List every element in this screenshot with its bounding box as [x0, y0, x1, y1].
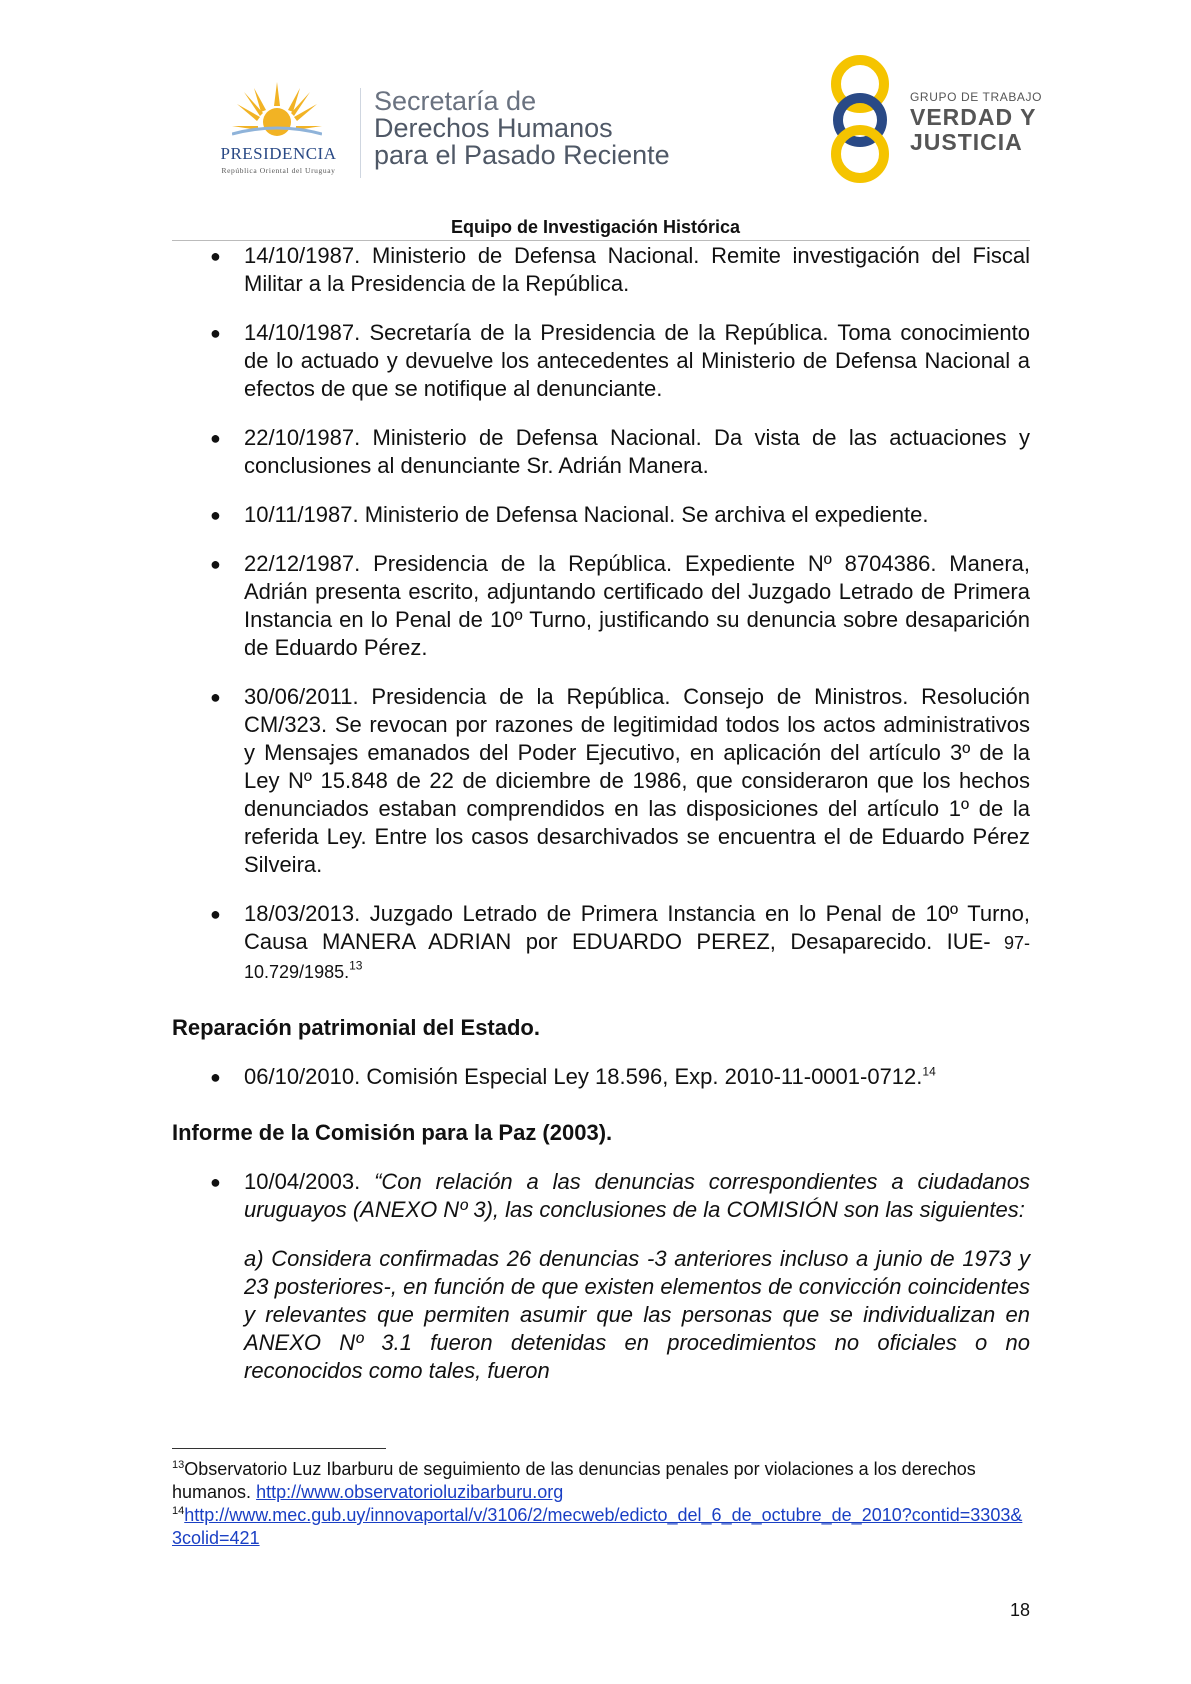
secretaria-line-2: Derechos Humanos: [374, 113, 613, 143]
header-rule: [172, 240, 1030, 241]
presidencia-subtitle: República Oriental del Uruguay: [221, 166, 336, 175]
presidencia-label: PRESIDENCIA: [220, 144, 337, 163]
footnote-link[interactable]: http://www.mec.gub.uy/innovaportal/v/3106/2/mecweb/edicto_del_6_de_octubre_de_2010?contid=3303&3colid=421: [172, 1505, 1023, 1548]
rings-icon: [820, 54, 900, 184]
footnote-link[interactable]: http://www.observatorioluzibarburu.org: [256, 1482, 564, 1502]
secretaria-title: [374, 88, 670, 169]
footnote-13: [172, 1458, 1032, 1504]
page-header: [0, 0, 1191, 240]
list-item: [172, 550, 1030, 662]
presidencia-logo: [196, 82, 361, 182]
bullet-icon: ●: [210, 323, 221, 343]
list-item-text: [244, 1168, 1030, 1224]
footnote-number: 14: [172, 1505, 185, 1517]
list-item: [172, 242, 1030, 298]
footnote-ref-14[interactable]: 14: [922, 1064, 936, 1079]
list-item-text: 14/10/1987. Ministerio de Defensa Nacional. Remite investigación del Fiscal Militar a la Presidencia de la República.: [244, 243, 1030, 296]
list-item-text: [244, 1063, 1030, 1091]
quote-paragraph: a) Considera confirmadas 26 denuncias -3 anteriores incluso a junio de 1973 y 23 posteriores-, en función de que existen elementos de convicción coincidentes y relevantes que permiten asumir que las personas que se individualizan en ANEXO Nº 3.1 fueron detenidas en procedimientos no oficiales o no reconocidos como tales, fueron: [244, 1246, 1030, 1383]
footnote-text: Observatorio Luz Ibarburu de seguimiento de las denuncias penales por violaciones a los derechos humanos.: [172, 1459, 976, 1502]
secretaria-line-1: Secretaría de: [374, 86, 537, 116]
bullet-icon: ●: [210, 1172, 221, 1192]
bullet-icon: ●: [210, 246, 221, 266]
team-title: Equipo de Investigación Histórica: [450, 217, 741, 237]
case-number: 97-10.729/1985.: [244, 933, 1030, 982]
grupo-small-label: GRUPO DE TRABAJO: [910, 90, 1043, 104]
footnote-14: [172, 1504, 1032, 1550]
footnote-rule: [172, 1448, 386, 1449]
list-item: [172, 319, 1030, 403]
bullet-icon: ●: [210, 687, 221, 707]
bullet-icon: ●: [210, 428, 221, 448]
section-heading-comision: Informe de la Comisión para la Paz (2003).: [172, 1120, 613, 1145]
list-item: [172, 1063, 1030, 1091]
footnotes: [172, 1458, 1032, 1550]
verdad-justicia-logo: [820, 54, 1060, 184]
list-item-text: 10/11/1987. Ministerio de Defensa Nacional. Se archiva el expediente.: [244, 502, 929, 527]
quote-text: “Con relación a las denuncias correspondientes a ciudadanos uruguayos (ANEXO Nº 3), las conclusiones de la COMISIÓN son las siguientes:: [244, 1169, 1030, 1222]
document-body: [172, 242, 1030, 1385]
list-item-text: 14/10/1987. Secretaría de la Presidencia de la República. Toma conocimiento de lo actuado y devuelve los antecedentes al Ministerio de Defensa Nacional a efectos de que se notifique al denunciante.: [244, 320, 1030, 401]
logo-divider: [360, 88, 361, 178]
footnote-number: 13: [172, 1459, 185, 1471]
list-item-text: 22/12/1987. Presidencia de la República. Expediente Nº 8704386. Manera, Adrián presenta escrito, adjuntando certificado del Juzgado Letrado de Primera Instancia en lo Penal de 10º Turno, justificando su denuncia sobre desaparición de Eduardo Pérez.: [244, 551, 1030, 660]
footnote-ref-13[interactable]: 13: [349, 958, 363, 973]
page-number: 18: [1009, 1600, 1030, 1620]
item-date: 10/04/2003.: [244, 1169, 375, 1194]
bullet-icon: ●: [210, 904, 221, 924]
bullet-icon: ●: [210, 1067, 221, 1087]
list-item-text: 30/06/2011. Presidencia de la República. Consejo de Ministros. Resolución CM/323. Se revocan por razones de legitimidad todos los actos administrativos y Mensajes emanados del Poder Ejecutivo, en aplicación del artículo 3º de la Ley Nº 15.848 de 22 de diciembre de 1986, que consideraron que los hechos denunciados estaban comprendidos en las disposiciones del artículo 1º de la referida Ley. Entre los casos desarchivados se encuentra el de Eduardo Pérez Silveira.: [244, 684, 1030, 877]
secretaria-line-3: para el Pasado Reciente: [374, 140, 670, 170]
list-item: [172, 683, 1030, 879]
list-item: [172, 501, 1030, 529]
bullet-icon: ●: [210, 505, 221, 525]
list-item: [172, 900, 1030, 986]
list-item: [172, 424, 1030, 480]
list-item-text: [244, 900, 1030, 986]
list-item-main-text: 18/03/2013. Juzgado Letrado de Primera Instancia en lo Penal de 10º Turno, Causa MANERA ADRIAN por EDUARDO PEREZ, Desaparecido. IUE-: [244, 901, 1030, 954]
grupo-title-line-1: VERDAD Y: [910, 104, 1037, 130]
sun-icon: [232, 82, 322, 142]
list-item-text: 22/10/1987. Ministerio de Defensa Nacional. Da vista de las actuaciones y conclusiones al denunciante Sr. Adrián Manera.: [244, 425, 1030, 478]
bullet-icon: ●: [210, 554, 221, 574]
section-heading-reparacion: Reparación patrimonial del Estado.: [172, 1015, 540, 1040]
list-item-main-text: 06/10/2010. Comisión Especial Ley 18.596, Exp. 2010-11-0001-0712.: [244, 1064, 923, 1089]
list-item: [172, 1168, 1030, 1224]
grupo-title-line-2: JUSTICIA: [910, 129, 1023, 155]
